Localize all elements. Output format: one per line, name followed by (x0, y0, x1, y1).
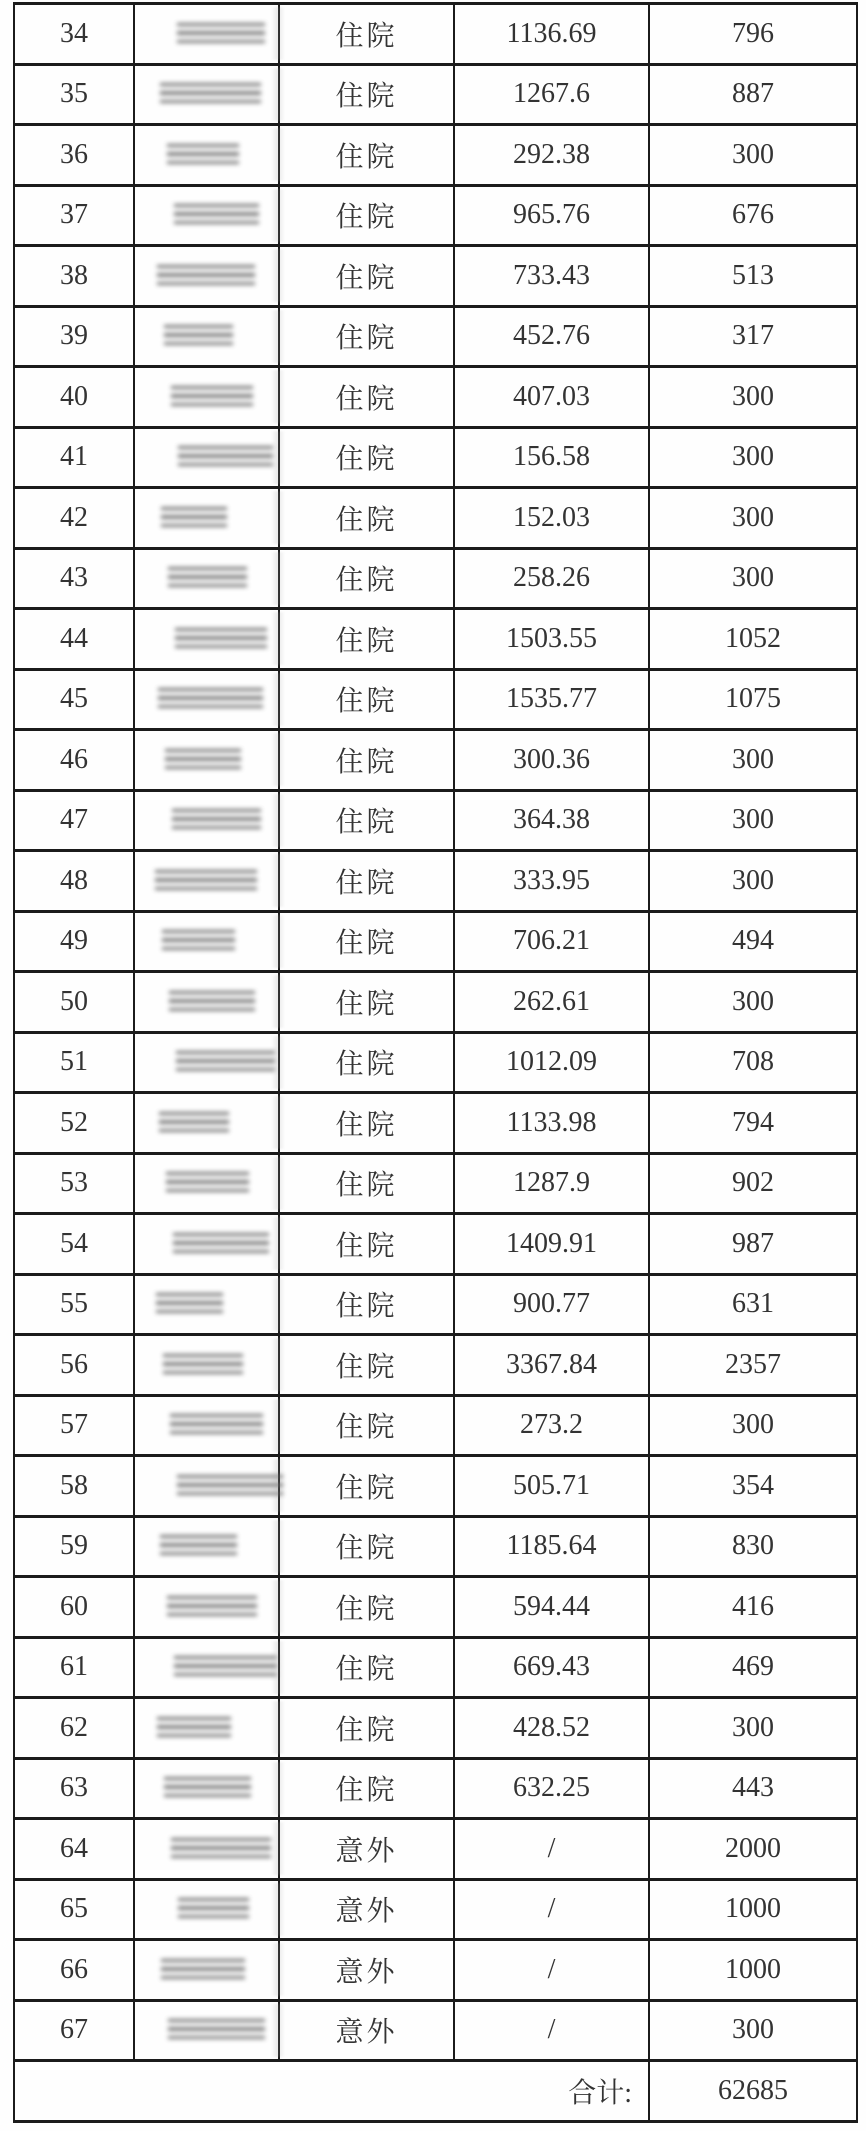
row-number: 65 (14, 1879, 134, 1940)
redacted-name-blur (178, 442, 273, 472)
redacted-name-blur (173, 1229, 269, 1259)
payout-amount: 1000 (649, 1940, 857, 2001)
claim-type: 住院 (279, 609, 454, 670)
payout-amount: 300 (649, 790, 857, 851)
redacted-name-blur (167, 140, 239, 170)
claim-type: 意外 (279, 1940, 454, 2001)
table-row (14, 1335, 857, 1396)
row-number: 43 (14, 548, 134, 609)
row-number: 52 (14, 1093, 134, 1154)
table-row (14, 1395, 857, 1456)
claim-type: 意外 (279, 1819, 454, 1880)
payout-amount: 300 (649, 1395, 857, 1456)
redacted-name-blur (161, 1955, 245, 1985)
payout-amount: 300 (649, 367, 857, 428)
table-row (14, 1637, 857, 1698)
claim-type: 住院 (279, 1395, 454, 1456)
claim-amount: 1287.9 (454, 1153, 649, 1214)
claim-amount: 965.76 (454, 185, 649, 246)
claim-amount: / (454, 1879, 649, 1940)
payout-amount: 1075 (649, 669, 857, 730)
claim-amount: 364.38 (454, 790, 649, 851)
row-number: 47 (14, 790, 134, 851)
claim-type: 住院 (279, 911, 454, 972)
claim-type: 住院 (279, 1153, 454, 1214)
table-row (14, 1940, 857, 2001)
row-number: 38 (14, 246, 134, 307)
table-row (14, 548, 857, 609)
payout-amount: 317 (649, 306, 857, 367)
claim-type: 住院 (279, 972, 454, 1033)
name-cell-redacted (134, 1032, 279, 1093)
redacted-name-blur (172, 805, 261, 835)
claim-amount: 262.61 (454, 972, 649, 1033)
name-cell-redacted (134, 609, 279, 670)
row-number: 51 (14, 1032, 134, 1093)
redacted-name-blur (157, 261, 255, 291)
redacted-name-blur (161, 503, 227, 533)
row-number: 67 (14, 2000, 134, 2061)
claim-amount: 428.52 (454, 1698, 649, 1759)
name-cell-redacted (134, 306, 279, 367)
name-cell-redacted (134, 1153, 279, 1214)
payout-amount: 1000 (649, 1879, 857, 1940)
table-row (14, 1214, 857, 1275)
name-cell-redacted (134, 488, 279, 549)
redacted-name-blur (177, 1471, 283, 1501)
payout-amount: 887 (649, 64, 857, 125)
name-cell-redacted (134, 2000, 279, 2061)
redacted-name-blur (175, 624, 267, 654)
total-label: 合计: (14, 2061, 649, 2122)
name-cell-redacted (134, 851, 279, 912)
payout-amount: 300 (649, 548, 857, 609)
table-row (14, 2000, 857, 2061)
table-row (14, 851, 857, 912)
claim-type: 住院 (279, 730, 454, 791)
claim-amount: 706.21 (454, 911, 649, 972)
claim-amount: 733.43 (454, 246, 649, 307)
claim-amount: 669.43 (454, 1637, 649, 1698)
redacted-name-blur (156, 1289, 223, 1319)
payout-amount: 987 (649, 1214, 857, 1275)
name-cell-redacted (134, 790, 279, 851)
payout-amount: 300 (649, 125, 857, 186)
row-number: 40 (14, 367, 134, 428)
claim-type: 住院 (279, 246, 454, 307)
table-footer (14, 2061, 857, 2122)
claim-amount: / (454, 1940, 649, 2001)
table-row (14, 1819, 857, 1880)
row-number: 45 (14, 669, 134, 730)
claim-type: 住院 (279, 1758, 454, 1819)
name-cell-redacted (134, 1819, 279, 1880)
claim-amount: 1503.55 (454, 609, 649, 670)
row-number: 44 (14, 609, 134, 670)
row-number: 53 (14, 1153, 134, 1214)
claim-type: 住院 (279, 185, 454, 246)
claim-type: 住院 (279, 1335, 454, 1396)
claim-type: 住院 (279, 4, 454, 65)
claim-type: 住院 (279, 1093, 454, 1154)
claim-amount: 292.38 (454, 125, 649, 186)
table-row (14, 1093, 857, 1154)
redacted-name-blur (174, 200, 259, 230)
redacted-name-blur (166, 1168, 249, 1198)
row-number: 56 (14, 1335, 134, 1396)
table-row (14, 488, 857, 549)
claim-amount: 1267.6 (454, 64, 649, 125)
payout-amount: 300 (649, 2000, 857, 2061)
payout-amount: 676 (649, 185, 857, 246)
row-number: 34 (14, 4, 134, 65)
table-row (14, 1274, 857, 1335)
redacted-name-blur (164, 1773, 251, 1803)
claim-type: 住院 (279, 306, 454, 367)
claim-amount: 1136.69 (454, 4, 649, 65)
payout-amount: 300 (649, 427, 857, 488)
claim-amount: 156.58 (454, 427, 649, 488)
name-cell-redacted (134, 1395, 279, 1456)
payout-amount: 794 (649, 1093, 857, 1154)
name-cell-redacted (134, 1274, 279, 1335)
redacted-name-blur (155, 866, 257, 896)
claim-amount: 594.44 (454, 1577, 649, 1638)
name-cell-redacted (134, 669, 279, 730)
claim-type: 住院 (279, 427, 454, 488)
claim-amount: 1012.09 (454, 1032, 649, 1093)
name-cell-redacted (134, 548, 279, 609)
name-cell-redacted (134, 427, 279, 488)
claim-type: 住院 (279, 1032, 454, 1093)
name-cell-redacted (134, 1516, 279, 1577)
claim-amount: 258.26 (454, 548, 649, 609)
name-cell-redacted (134, 1879, 279, 1940)
claim-type: 住院 (279, 1214, 454, 1275)
payout-amount: 708 (649, 1032, 857, 1093)
claim-type: 住院 (279, 488, 454, 549)
claim-amount: / (454, 2000, 649, 2061)
payout-amount: 830 (649, 1516, 857, 1577)
claim-amount: 333.95 (454, 851, 649, 912)
claim-amount: 152.03 (454, 488, 649, 549)
table-body (14, 4, 857, 2061)
name-cell-redacted (134, 367, 279, 428)
name-cell-redacted (134, 1335, 279, 1396)
table-row (14, 669, 857, 730)
claim-type: 住院 (279, 669, 454, 730)
row-number: 54 (14, 1214, 134, 1275)
claim-amount: 452.76 (454, 306, 649, 367)
row-number: 59 (14, 1516, 134, 1577)
table-row (14, 246, 857, 307)
claim-amount: 3367.84 (454, 1335, 649, 1396)
redacted-name-blur (162, 926, 235, 956)
claim-type: 住院 (279, 1698, 454, 1759)
claim-type: 住院 (279, 790, 454, 851)
name-cell-redacted (134, 730, 279, 791)
payout-amount: 469 (649, 1637, 857, 1698)
name-cell-redacted (134, 1214, 279, 1275)
claim-type: 住院 (279, 1274, 454, 1335)
row-number: 63 (14, 1758, 134, 1819)
redacted-name-blur (176, 1047, 275, 1077)
redacted-name-blur (157, 1713, 231, 1743)
redacted-name-blur (177, 19, 265, 49)
payout-amount: 300 (649, 1698, 857, 1759)
claim-amount: 632.25 (454, 1758, 649, 1819)
table-row (14, 972, 857, 1033)
total-row (14, 2061, 857, 2122)
redacted-name-blur (158, 684, 263, 714)
name-cell-redacted (134, 1940, 279, 2001)
redacted-name-blur (159, 1108, 229, 1138)
claim-amount: 1409.91 (454, 1214, 649, 1275)
redacted-name-blur (171, 1834, 271, 1864)
payout-amount: 902 (649, 1153, 857, 1214)
row-number: 64 (14, 1819, 134, 1880)
row-number: 55 (14, 1274, 134, 1335)
row-number: 37 (14, 185, 134, 246)
redacted-name-blur (160, 79, 261, 109)
row-number: 50 (14, 972, 134, 1033)
redacted-name-blur (174, 1652, 277, 1682)
claim-amount: 900.77 (454, 1274, 649, 1335)
claim-type: 住院 (279, 125, 454, 186)
claim-amount: 505.71 (454, 1456, 649, 1517)
name-cell-redacted (134, 246, 279, 307)
row-number: 42 (14, 488, 134, 549)
claim-type: 住院 (279, 1516, 454, 1577)
name-cell-redacted (134, 972, 279, 1033)
redacted-name-blur (170, 1410, 263, 1440)
row-number: 41 (14, 427, 134, 488)
name-cell-redacted (134, 64, 279, 125)
table-row (14, 125, 857, 186)
table-row (14, 306, 857, 367)
name-cell-redacted (134, 911, 279, 972)
payout-amount: 631 (649, 1274, 857, 1335)
payout-amount: 300 (649, 972, 857, 1033)
payout-amount: 300 (649, 488, 857, 549)
claim-amount: 1535.77 (454, 669, 649, 730)
claim-amount: 273.2 (454, 1395, 649, 1456)
table-row (14, 64, 857, 125)
redacted-name-blur (178, 1894, 249, 1924)
redacted-name-blur (160, 1531, 237, 1561)
table-row (14, 185, 857, 246)
row-number: 39 (14, 306, 134, 367)
payout-amount: 513 (649, 246, 857, 307)
claim-amount: 300.36 (454, 730, 649, 791)
name-cell-redacted (134, 125, 279, 186)
table-row (14, 1879, 857, 1940)
payout-amount: 796 (649, 4, 857, 65)
claim-type: 住院 (279, 64, 454, 125)
row-number: 61 (14, 1637, 134, 1698)
row-number: 35 (14, 64, 134, 125)
claim-amount: 1133.98 (454, 1093, 649, 1154)
redacted-name-blur (164, 321, 233, 351)
name-cell-redacted (134, 1758, 279, 1819)
redacted-name-blur (168, 2015, 265, 2045)
row-number: 60 (14, 1577, 134, 1638)
payout-amount: 300 (649, 730, 857, 791)
redacted-name-blur (165, 745, 241, 775)
row-number: 58 (14, 1456, 134, 1517)
claim-type: 住院 (279, 367, 454, 428)
table-row (14, 790, 857, 851)
claim-amount: 1185.64 (454, 1516, 649, 1577)
redacted-name-blur (169, 987, 255, 1017)
redacted-name-blur (163, 1350, 243, 1380)
claim-type: 住院 (279, 1637, 454, 1698)
table-row (14, 1516, 857, 1577)
payout-amount: 1052 (649, 609, 857, 670)
claims-table (13, 2, 858, 2123)
payout-amount: 443 (649, 1758, 857, 1819)
claim-type: 住院 (279, 851, 454, 912)
redacted-name-blur (171, 382, 253, 412)
payout-amount: 416 (649, 1577, 857, 1638)
claim-type: 意外 (279, 2000, 454, 2061)
payout-amount: 354 (649, 1456, 857, 1517)
name-cell-redacted (134, 185, 279, 246)
name-cell-redacted (134, 1698, 279, 1759)
claim-amount: / (454, 1819, 649, 1880)
payout-amount: 494 (649, 911, 857, 972)
table-row (14, 1456, 857, 1517)
payout-amount: 300 (649, 851, 857, 912)
row-number: 36 (14, 125, 134, 186)
table-row (14, 1698, 857, 1759)
name-cell-redacted (134, 1577, 279, 1638)
table-row (14, 1758, 857, 1819)
table-row (14, 427, 857, 488)
payout-amount: 2000 (649, 1819, 857, 1880)
claim-type: 意外 (279, 1879, 454, 1940)
name-cell-redacted (134, 1637, 279, 1698)
table-row (14, 911, 857, 972)
name-cell-redacted (134, 1093, 279, 1154)
name-cell-redacted (134, 1456, 279, 1517)
row-number: 48 (14, 851, 134, 912)
table-row (14, 1032, 857, 1093)
claim-type: 住院 (279, 1456, 454, 1517)
total-value: 62685 (649, 2061, 857, 2122)
table-row (14, 1153, 857, 1214)
table-row (14, 730, 857, 791)
row-number: 66 (14, 1940, 134, 2001)
row-number: 57 (14, 1395, 134, 1456)
table-row (14, 4, 857, 65)
row-number: 49 (14, 911, 134, 972)
claim-amount: 407.03 (454, 367, 649, 428)
table-row (14, 367, 857, 428)
redacted-name-blur (167, 1592, 257, 1622)
claim-type: 住院 (279, 1577, 454, 1638)
row-number: 46 (14, 730, 134, 791)
table-row (14, 609, 857, 670)
name-cell-redacted (134, 4, 279, 65)
redacted-name-blur (168, 563, 247, 593)
row-number: 62 (14, 1698, 134, 1759)
claim-type: 住院 (279, 548, 454, 609)
table-row (14, 1577, 857, 1638)
payout-amount: 2357 (649, 1335, 857, 1396)
